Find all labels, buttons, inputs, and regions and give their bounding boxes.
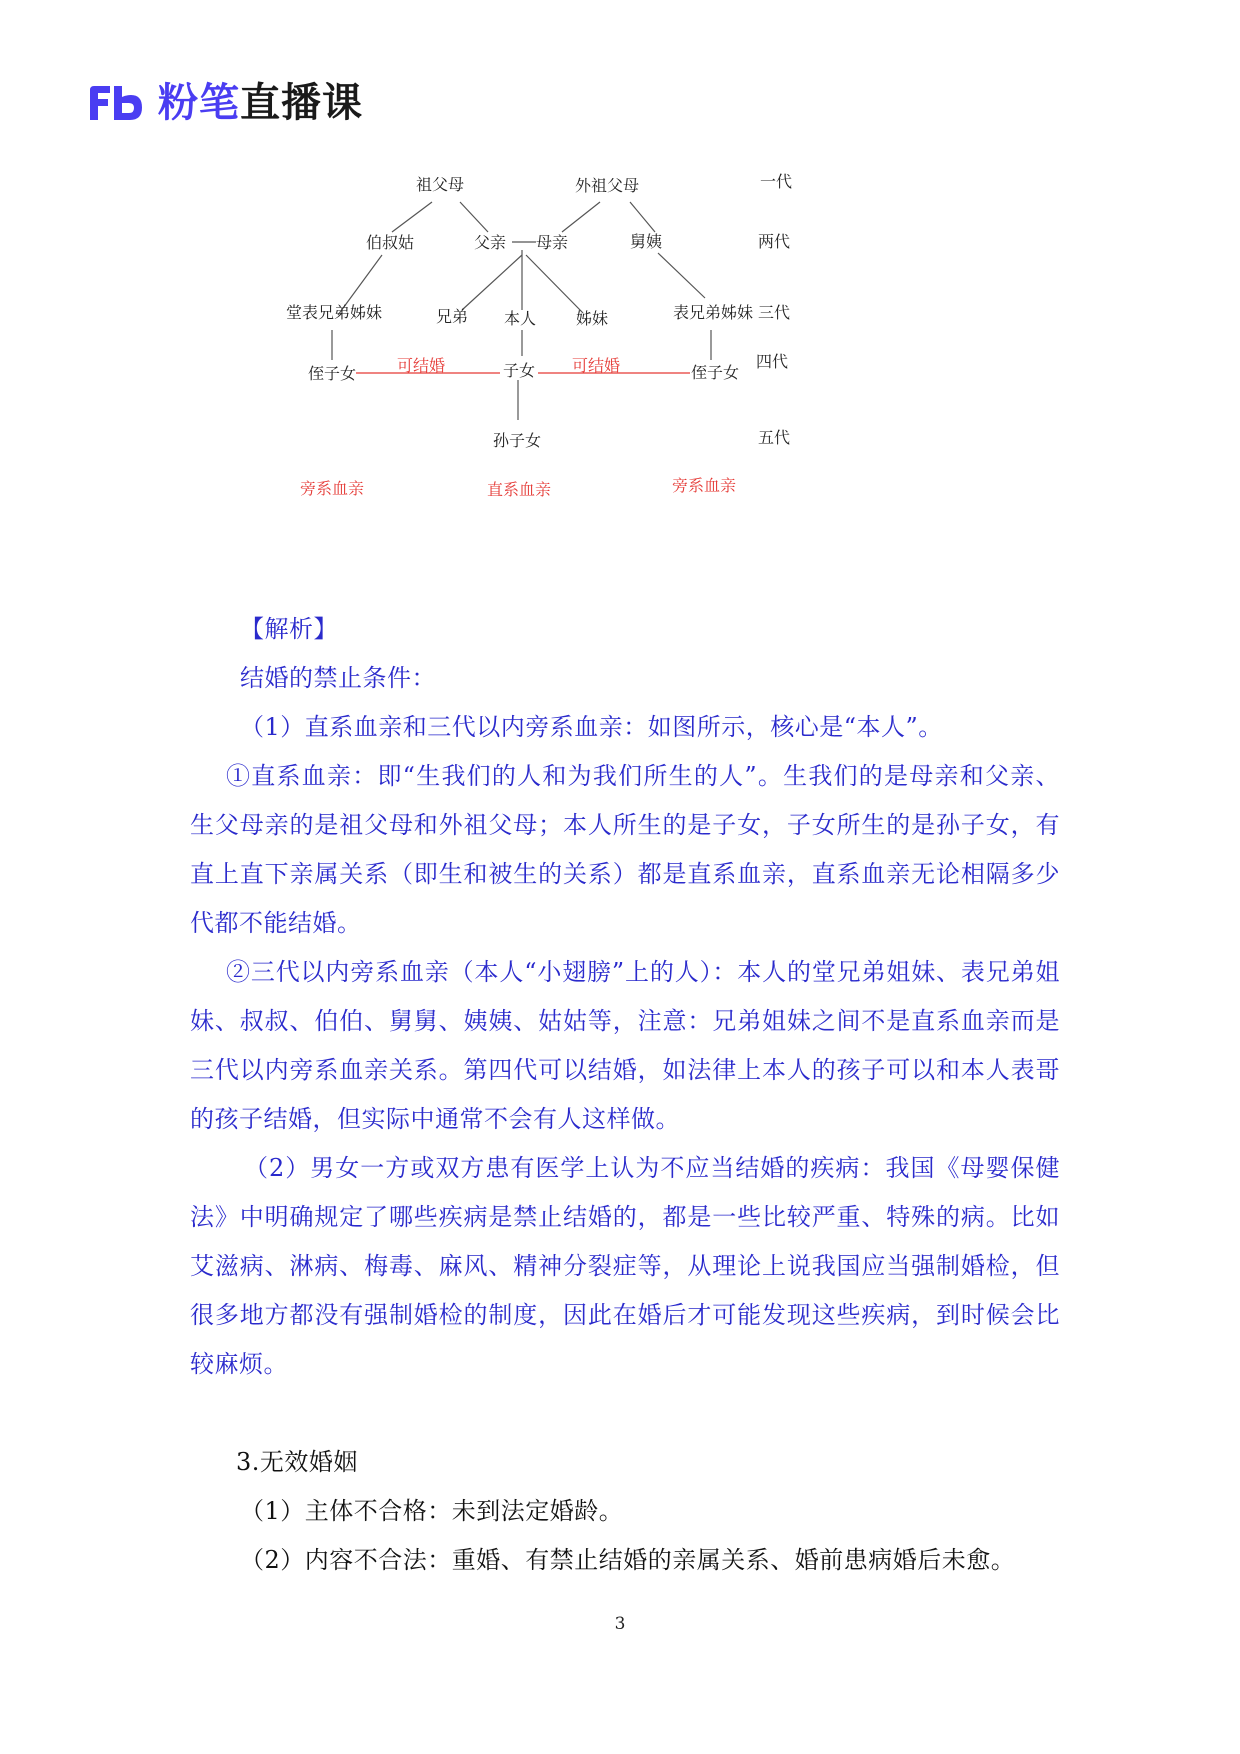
paragraph-item-1: （1）直系血亲和三代以内旁系血亲：如图所示，核心是“本人”。 [240, 713, 943, 741]
generation-label: 两代 [757, 232, 791, 251]
node-self: 本人 [503, 309, 537, 328]
section-invalid-marriage-title: 3.无效婚姻 [236, 1448, 358, 1476]
generation-label: 五代 [757, 428, 791, 447]
node-uncles-aunts-paternal: 伯叔姑 [365, 233, 415, 252]
fb-logo-icon [88, 86, 144, 120]
node-nephews-left: 侄子女 [307, 364, 357, 383]
paragraph-lineal: ①直系血亲：即“生我们的人和为我们所生的人”。生我们的是母亲和父亲、生父母亲的是祖父母和外祖父母；本人所生的是子女，子女所生的是孙子女，有直上直下亲属关系（即生和被生的关系）都是直系血亲，直系血亲无论相隔多少代都不能结婚。 [190, 762, 1060, 937]
kinship-diagram [285, 172, 940, 560]
node-children: 子女 [502, 361, 536, 380]
line-parents-brothers [462, 255, 522, 310]
line-mgp-mother [562, 202, 600, 232]
line-gp-uncles [392, 202, 432, 232]
marriage-label-right: 可结婚 [571, 356, 621, 375]
paragraph-prohibition-title: 结婚的禁止条件： [240, 664, 436, 692]
invalid-marriage-item-1: （1）主体不合格：未到法定婚龄。 [240, 1497, 624, 1525]
node-mother: 母亲 [535, 233, 569, 252]
brand-rest: 直播课 [240, 80, 363, 126]
invalid-marriage-item-2: （2）内容不合法：重婚、有禁止结婚的亲属关系、婚前患病婚后未愈。 [240, 1546, 1016, 1574]
node-nephews-right: 侄子女 [690, 363, 740, 382]
node-paternal-cousins: 堂表兄弟姊妹 [285, 303, 383, 322]
node-sisters: 姊妹 [575, 309, 609, 328]
node-father: 父亲 [473, 233, 507, 252]
page-header [88, 80, 488, 130]
line-parents-sisters [526, 255, 583, 313]
brand-highlight: 粉笔 [158, 80, 240, 126]
label-collateral-left: 旁系血亲 [299, 479, 365, 498]
node-brothers: 兄弟 [435, 307, 469, 326]
paragraph-item-2: （2）男女一方或双方患有医学上认为不应当结婚的疾病：我国《母婴保健法》中明确规定了哪些疾病是禁止结婚的，都是一些比较严重、特殊的病。比如艾滋病、淋病、梅毒、麻风、精神分裂症等，从理论上说我国应当强制婚检，但很多地方都没有强制婚检的制度，因此在婚后才可能发现这些疾病，到时候会比较麻烦。 [190, 1154, 1060, 1378]
line-aunts-cousins [658, 253, 705, 298]
label-collateral-right: 旁系血亲 [671, 476, 737, 495]
generation-label: 一代 [759, 172, 793, 191]
label-lineal: 直系血亲 [486, 480, 552, 499]
node-maternal-grandparents: 外祖父母 [574, 176, 640, 195]
generation-label: 四代 [755, 352, 789, 371]
node-maternal-cousins: 表兄弟姊妹 [672, 303, 754, 322]
marriage-label-left: 可结婚 [396, 356, 446, 375]
node-grandparents: 祖父母 [415, 175, 465, 194]
line-mgp-aunts [630, 202, 655, 232]
line-gp-father [460, 202, 488, 232]
brand-name [158, 80, 363, 126]
analysis-heading: 【解析】 [240, 615, 338, 643]
paragraph-collateral: ②三代以内旁系血亲（本人“小翅膀”上的人）：本人的堂兄弟姐妹、表兄弟姐妹、叔叔、伯伯、舅舅、姨姨、姑姑等，注意：兄弟姐妹之间不是直系血亲而是三代以内旁系血亲关系。第四代可以结婚，如法律上本人的孩子可以和本人表哥的孩子结婚，但实际中通常不会有人这样做。 [190, 958, 1060, 1133]
node-grandchildren: 孙子女 [492, 431, 542, 450]
page-number: 3 [614, 1614, 626, 1634]
generation-label: 三代 [757, 303, 791, 322]
node-uncles-aunts-maternal: 舅姨 [629, 232, 663, 251]
